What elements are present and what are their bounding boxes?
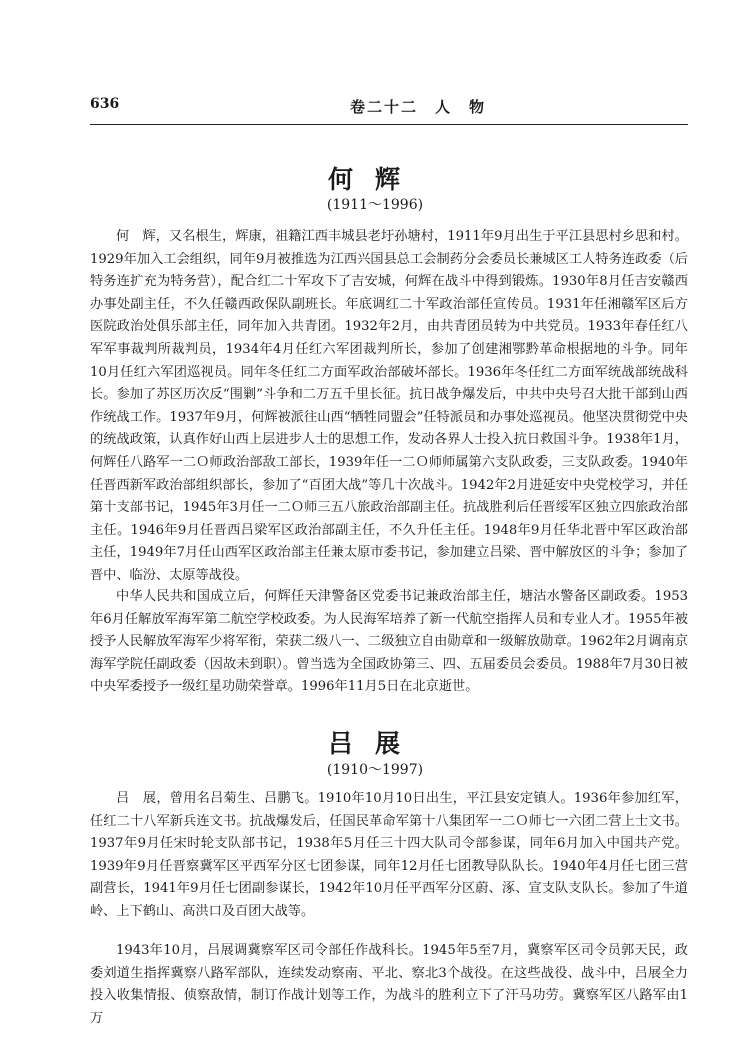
entry-paragraph: 吕 展，曾用名吕菊生、吕鹏飞。1910年10月10日出生，平江县安定镇人。1936年参加红军，任红二十八军新兵连文书。抗战爆发后，任国民革命军第十八集团军一二Ｏ师七一六团二营上士文书。1937年9月任宋时轮支队部书记，1938年5月任三十四大队司令部参谋，同年6月加入中国共产党。1939年9月任晋察冀军区平西军分区七团参谋，同年12月任七团教导队队长。1940年4月任七团三营副营长，1941年9月任七团副参谋长，1942年10月任平西军分区蔚、涿、宣支队支队长。参加了牛道岭、上下鹤山、高洪口及百团大战等。 (90, 791, 688, 919)
entry-years: (1911～1996) (326, 197, 424, 213)
page-number: 636 (90, 96, 120, 112)
entry-paragraph: 中华人民共和国成立后，何辉任天津警备区党委书记兼政治部主任，塘沽水警备区副政委。1953年6月任解放军海军第二航空学校政委。为人民海军培养了新一代航空指挥人员和专业人才。1955年被授予人民解放军海军少将军衔，荣获二级八一、二级独立自由勋章和一级解放勋章。1962年2月调南京海军学院任副政委（因故未到职）。曾当选为全国政协第三、四、五届委员会委员。1988年7月30日被中央军委授予一级红星功勋荣誉章。1996年11月5日在北京逝世。 (90, 589, 688, 695)
entry-paragraph: 何 辉，又名根生，辉康，祖籍江西丰城县老圩孙塘村，1911年9月出生于平江县思村乡思和村。1929年加入工会组织，同年9月被推选为江西兴国县总工会制药分会委员长兼城区工人特务连政委（后特务连扩充为特务营），配合红二十军攻下了吉安城，何辉在战斗中得到锻炼。1930年8月任吉安赣西办事处副主任，不久任赣西政保队副班长。年底调红二十军政治部任宣传员。1931年任湘赣军区后方医院政治处俱乐部主任，同年加入共青团。1932年2月，由共青团员转为中共党员。1933年春任红八军军事裁判所裁判员，1934年4月任红六军团裁判所长，参加了创建湘鄂黔革命根据地的斗争。同年10月任红六军团巡视员。同年冬任红二方面军政治部破坏部长。1936年冬任红二方面军统战部统战科长。参加了苏区历次反“围剿”斗争和二万五千里长征。抗日战争爆发后，中共中央号召大批干部到山西作统战工作。1937年9月，何辉被派往山西“牺牲同盟会”任特派员和办事处巡视员。他坚决贯彻党中央的统战政策，认真作好山西上层进步人士的思想工作，发动各界人士投入抗日救国斗争。1938年1月，何辉任八路军一二Ｏ师政治部敌工部长，1939年任一二Ｏ师师属第六支队政委，三支队政委。1940年任晋西新军政治部组织部长，参加了“百团大战”等几十次战斗。1942年2月进延安中央党校学习，并任第十支部书记，1945年3月任一二Ｏ师三五八旅政治部副主任。抗战胜利后任晋绥军区独立四旅政治部主任。1946年9月任晋西吕梁军区政治部副主任，不久升任主任。1948年9月任华北晋中军区政治部主任，1949年7月任山西军区政治部主任兼太原市委书记，参加建立吕梁、晋中解放区的斗争；参加了晋中、临汾、太原等战役。 (90, 229, 688, 583)
page-header (90, 96, 670, 118)
entry-title: 何辉 (327, 165, 422, 194)
entry-paragraph: 1943年10月，吕展调冀察军区司令部任作战科长。1945年5至7月，冀察军区司令员郭天民，政委刘道生指挥冀察八路军部队，连续发动察南、平北、察北3个战役。在这些战役、战斗中，吕展全力投入收集情报、侦察敌情，制订作战计划等工作，为战斗的胜利立下了汗马功劳。冀察军区八路军由1万 (90, 943, 688, 1026)
header-rule (90, 124, 688, 125)
running-head: 卷二十二 人 物 (350, 98, 487, 116)
entry-years: (1910～1997) (326, 762, 424, 778)
entry-title: 吕展 (327, 729, 422, 758)
